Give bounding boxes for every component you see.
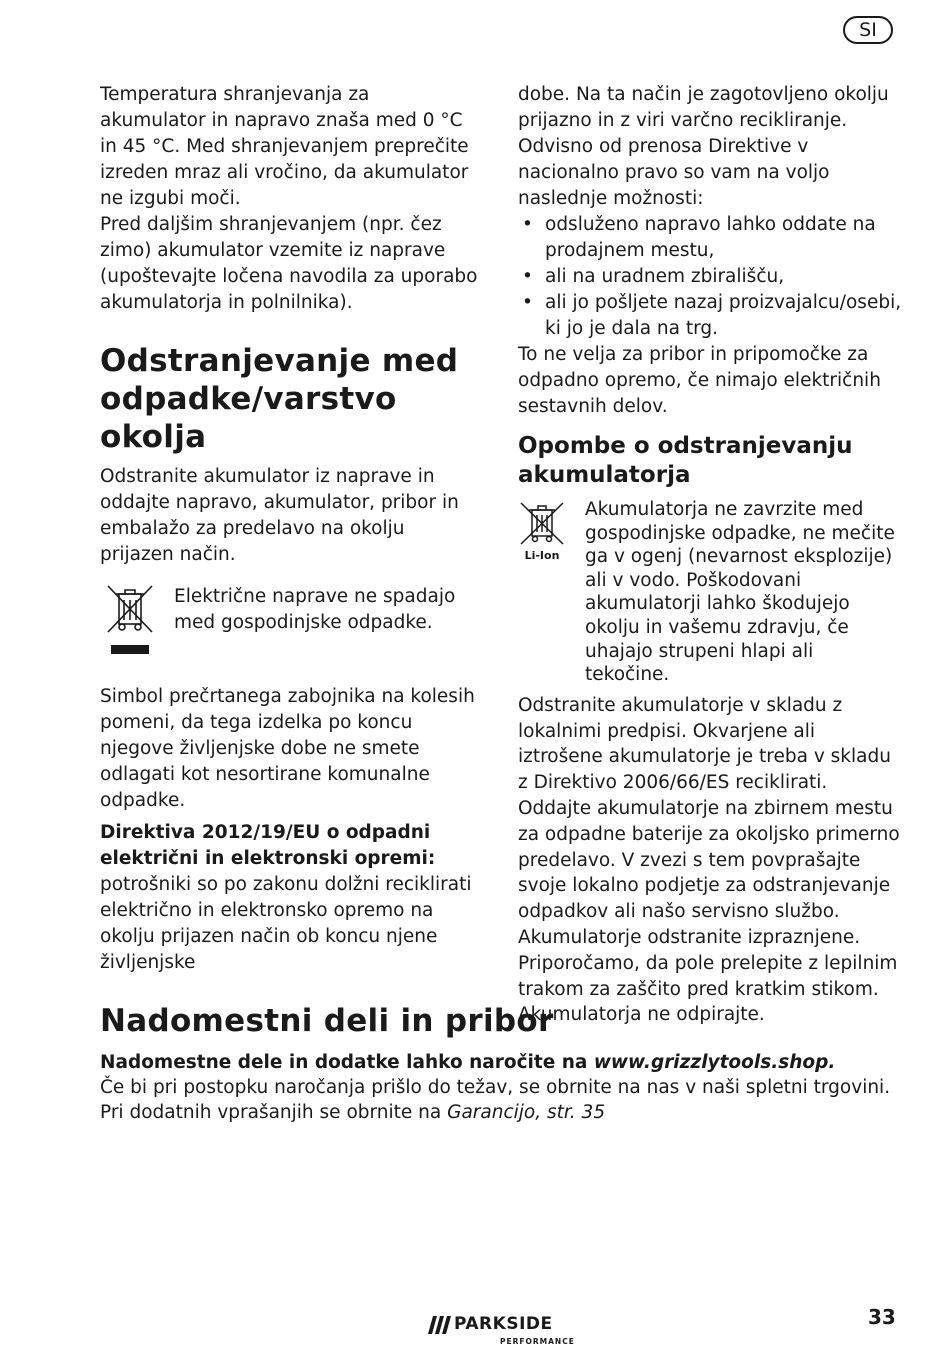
left-column	[100, 82, 480, 976]
spare-parts-section	[100, 1002, 900, 1125]
weee-text: Električne naprave ne spadajo med gospodinjske odpadke.	[174, 586, 456, 633]
spare-parts-heading: Nadomestni deli in pribor	[100, 1003, 554, 1039]
list-item: • odsluženo napravo lahko oddate na prodajnem mestu,	[518, 212, 903, 264]
shop-url-link[interactable]: www.grizzlytools.shop.	[593, 1052, 836, 1073]
list-item: • ali na uradnem zbirališču,	[518, 264, 903, 290]
recycling-paragraph: dobe. Na ta način je zagotovljeno okolju prijazno in z viri varčno recikliranje. Odvisno od prenosa Direktive v nacionalno pravo so vam na voljo naslednje možnosti:	[518, 84, 889, 209]
disposal-heading: Odstranjevanje med odpadke/varstvo okolja	[100, 343, 459, 455]
logo-slashes-icon	[428, 1316, 452, 1338]
page-number: 33	[868, 1305, 896, 1329]
order-info-text: Nadomestne dele in dodatke lahko naročite na	[100, 1052, 594, 1073]
warranty-reference: Garancijo, str. 35	[447, 1102, 606, 1123]
battery-notice	[518, 498, 903, 687]
list-item: • ali jo pošljete nazaj proizvajalcu/osebi, ki jo je dala na trg.	[518, 290, 903, 342]
li-ion-label: Li-Ion	[524, 549, 560, 562]
disposal-paragraph: Odstranite akumulator iz naprave in oddajte napravo, akumulator, pribor in embalažo za predelavo na okolju prijazen način.	[100, 466, 459, 565]
battery-disposal-paragraph: Odstranite akumulatorje v skladu z lokalnimi predpisi. Okvarjene ali iztrošene akumulatorje je treba v skladu z Direktivo 2006/66/ES reciklirati. Oddajte akumulatorje na zbirnem mestu za odpadne baterije za okoljsko primerno predelavo. V zvezi s tem povprašajte svoje lokalno podjetje za odstranjevanje odpadkov ali našo servisno službo. Akumulatorje odstranite izpraznjene. Priporočamo, da pole prelepite z lepilnim trakom za zaščito pred kratkim stikom. Akumulatorja ne odpirajte.	[518, 694, 900, 1026]
spare-parts-text	[100, 1050, 900, 1125]
li-ion-crossed-bin-icon	[518, 500, 566, 562]
parkside-logo	[428, 1314, 588, 1348]
accessories-exception-paragraph: To ne velja za pribor in pripomočke za odpadno opremo, če nimajo električnih sestavnih delov.	[518, 344, 881, 417]
logo-sub-text: PERFORMANCE	[500, 1337, 575, 1346]
crossed-bin-icon	[106, 584, 154, 660]
storage-removal-paragraph: Pred daljšim shranjevanjem (npr. čez zimo) akumulator vzemite iz naprave (upoštevajte ločena navodila za uporabo akumulatorja in polnilnika).	[100, 214, 478, 313]
contact-text: Če bi pri postopku naročanja prišlo do težav, se obrnite na nas v naši spletni trgovini. Pri dodatnih vprašanjih se obrnite na	[100, 1077, 891, 1123]
weee-directive-text: potrošniki so po zakonu dolžni reciklirati električno in elektronsko opremo na okolju prijazen način ob koncu njene življenjske	[100, 874, 472, 973]
right-column	[518, 82, 903, 1028]
weee-directive-title: Direktiva 2012/19/EU o odpadni električni in elektronski opremi:	[100, 822, 436, 869]
battery-warning-text: Akumulatorja ne zavrzite med gospodinjske odpadke, ne mečite ga v ogenj (nevarnost eksplozije) ali v vodo. Poškodovani akumulatorji lahko škodujejo okolju in vašemu zdravju, če uhajajo strupeni hlapi ali tekočine.	[585, 499, 895, 686]
logo-brand-text: PARKSIDE	[454, 1314, 553, 1334]
language-badge: SI	[843, 16, 893, 44]
disposal-options-list	[518, 212, 903, 342]
storage-temperature-paragraph: Temperatura shranjevanja za akumulator in napravo znaša med 0 °C in 45 °C. Med shranjevanjem preprečite izreden mraz ali vročino, da akumulator ne izgubi moči.	[100, 84, 469, 209]
battery-disposal-heading: Opombe o odstranjevanju akumulatorja	[518, 433, 853, 488]
weee-notice	[100, 584, 480, 674]
crossed-bin-meaning-paragraph: Simbol prečrtanega zabojnika na kolesih pomeni, da tega izdelka po koncu njegove življenjske dobe ne smete odlagati kot nesortirane komunalne odpadke.	[100, 686, 475, 811]
